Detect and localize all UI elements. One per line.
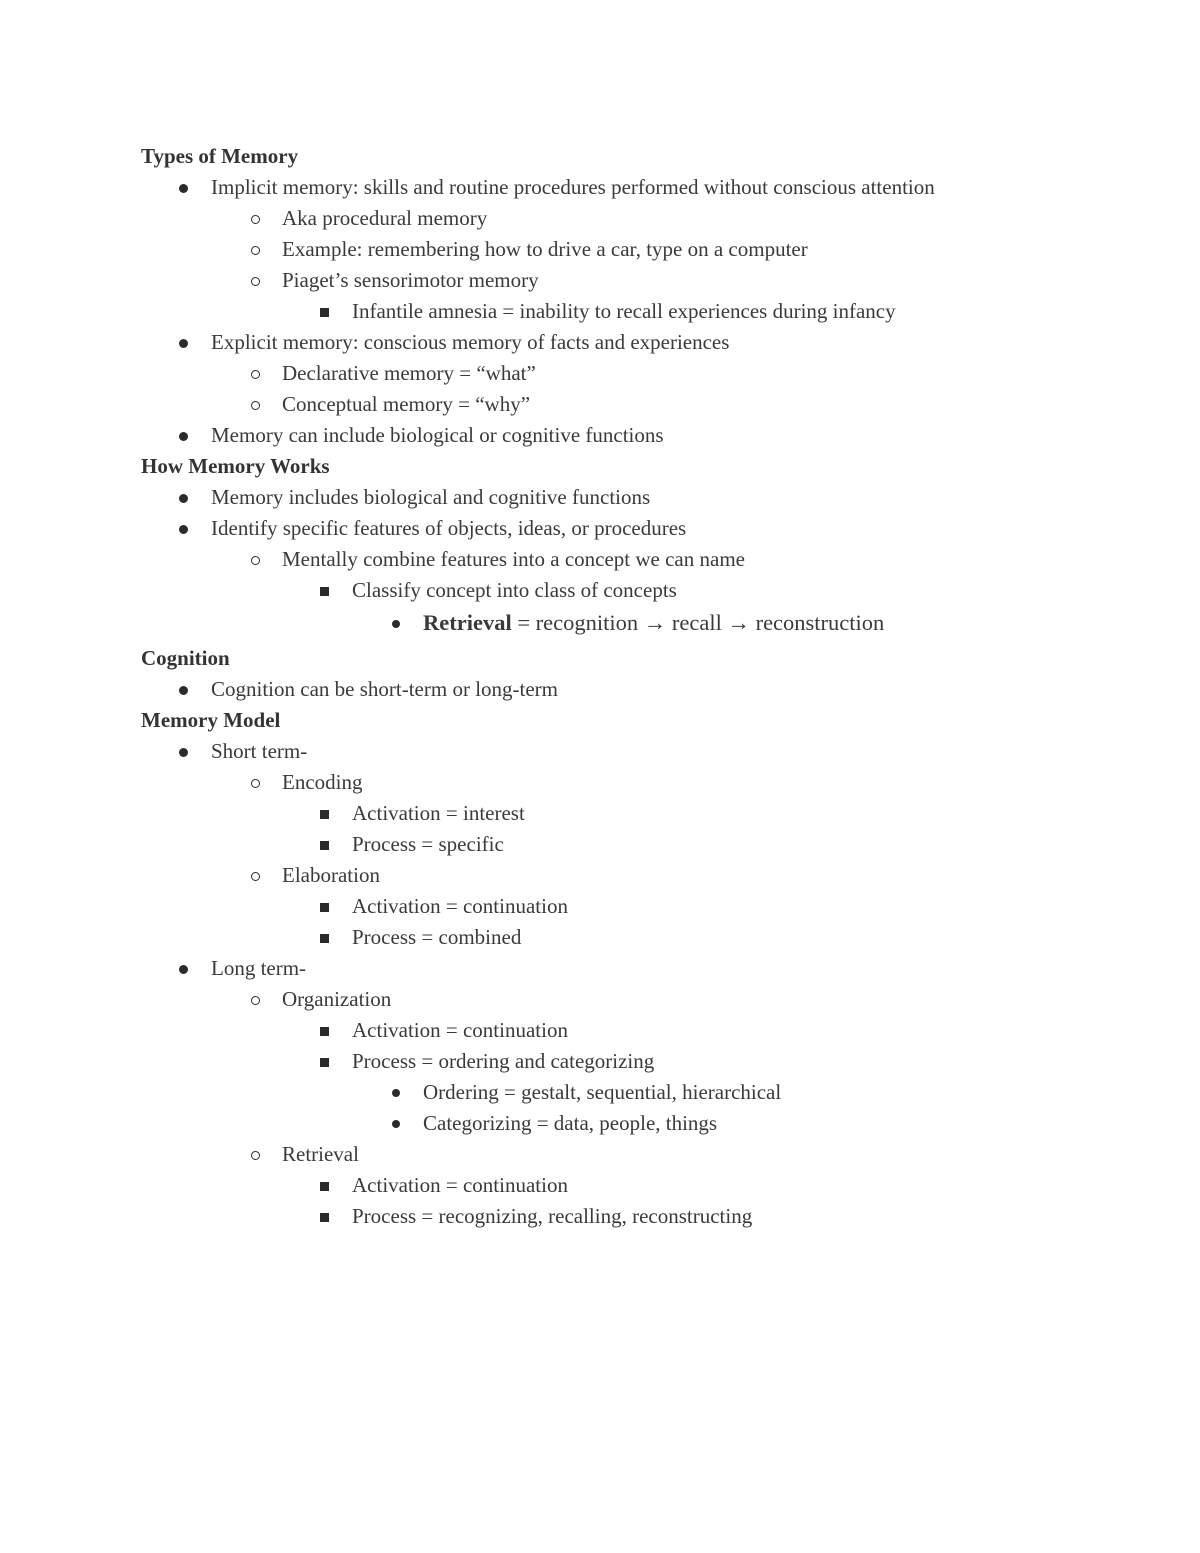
filled-circle-bullet-icon [392, 1089, 400, 1097]
list-item-text: Retrieval [282, 1142, 359, 1166]
list-item [0, 1170, 1200, 1201]
filled-square-bullet-icon [320, 810, 329, 819]
list-item-text: Infantile amnesia = inability to recall experiences during infancy [352, 299, 896, 323]
list-item [0, 296, 1200, 327]
list-item-text: Activation = continuation [352, 894, 568, 918]
filled-circle-bullet-icon [179, 748, 188, 757]
list-item-text: Ordering = gestalt, sequential, hierarchical [423, 1080, 782, 1104]
filled-circle-bullet-icon [179, 494, 188, 503]
filled-square-bullet-icon [320, 934, 329, 943]
list-item-text: Aka procedural memory [282, 206, 488, 230]
hollow-circle-bullet-icon [251, 401, 260, 410]
filled-square-bullet-icon [320, 587, 329, 596]
list-item [0, 172, 1200, 203]
list-item [0, 984, 1200, 1015]
section-heading-types-of-memory: Types of Memory [141, 144, 299, 168]
hollow-circle-bullet-icon [251, 277, 260, 286]
list-item-text: Activation = continuation [352, 1173, 568, 1197]
list-item [0, 953, 1200, 984]
list-item-text: Explicit memory: conscious memory of facts and experiences [211, 330, 730, 354]
list-item-text: Activation = continuation [352, 1018, 568, 1042]
filled-circle-bullet-icon [179, 432, 188, 441]
list-item [0, 358, 1200, 389]
list-item-text: Process = ordering and categorizing [352, 1049, 655, 1073]
hollow-circle-bullet-icon [251, 370, 260, 379]
list-item-text: Encoding [282, 770, 363, 794]
list-item [0, 265, 1200, 296]
hollow-circle-bullet-icon [251, 215, 260, 224]
list-item-text: Organization [282, 987, 392, 1011]
filled-circle-bullet-icon [179, 965, 188, 974]
list-item [0, 674, 1200, 705]
filled-square-bullet-icon [320, 1213, 329, 1222]
hollow-circle-bullet-icon [251, 779, 260, 788]
list-item-text: Process = specific [352, 832, 504, 856]
list-item-text: Process = combined [352, 925, 522, 949]
hollow-circle-bullet-icon [251, 872, 260, 881]
list-item [0, 389, 1200, 420]
filled-circle-bullet-icon [179, 525, 188, 534]
list-item-text: Process = recognizing, recalling, reconstructing [352, 1204, 753, 1228]
filled-circle-bullet-icon [179, 339, 188, 348]
list-item [0, 1201, 1200, 1232]
list-item [0, 327, 1200, 358]
filled-square-bullet-icon [320, 308, 329, 317]
list-item-text: Declarative memory = “what” [282, 361, 536, 385]
list-item [0, 767, 1200, 798]
list-item [0, 234, 1200, 265]
hollow-circle-bullet-icon [251, 246, 260, 255]
list-item [0, 1046, 1200, 1077]
filled-circle-bullet-icon [179, 686, 188, 695]
section-heading-memory-model: Memory Model [141, 708, 281, 732]
filled-circle-bullet-icon [179, 184, 188, 193]
list-item-text: Implicit memory: skills and routine procedures performed without conscious attention [211, 175, 935, 199]
list-item [0, 513, 1200, 544]
list-item [0, 203, 1200, 234]
list-item [0, 544, 1200, 575]
list-item [0, 891, 1200, 922]
list-item-text [423, 606, 884, 640]
list-item-text: Cognition can be short-term or long-term [211, 677, 559, 701]
list-item [0, 575, 1200, 606]
list-item-text: Categorizing = data, people, things [423, 1111, 718, 1135]
list-item [0, 1108, 1200, 1139]
list-item [0, 736, 1200, 767]
list-item-text: Activation = interest [352, 801, 525, 825]
list-item-text: Memory can include biological or cognitive functions [211, 423, 664, 447]
hollow-circle-bullet-icon [251, 996, 260, 1005]
filled-square-bullet-icon [320, 841, 329, 850]
list-item [0, 606, 1200, 640]
list-item-text: Conceptual memory = “why” [282, 392, 531, 416]
list-item-text: Example: remembering how to drive a car, type on a computer [282, 237, 808, 261]
list-item [0, 922, 1200, 953]
section-heading-how-memory-works: How Memory Works [141, 454, 330, 478]
list-item [0, 420, 1200, 451]
hollow-circle-bullet-icon [251, 1151, 260, 1160]
list-item-text: Short term- [211, 739, 308, 763]
filled-square-bullet-icon [320, 903, 329, 912]
filled-circle-bullet-icon [392, 1120, 400, 1128]
list-item-text: Mentally combine features into a concept we can name [282, 547, 745, 571]
list-item-text: Piaget’s sensorimotor memory [282, 268, 539, 292]
list-item-text: Classify concept into class of concepts [352, 578, 677, 602]
section-heading-cognition: Cognition [141, 646, 230, 670]
list-item-text: Memory includes biological and cognitive functions [211, 485, 651, 509]
list-item [0, 1139, 1200, 1170]
list-item [0, 829, 1200, 860]
list-item-text: Elaboration [282, 863, 380, 887]
filled-circle-bullet-icon [392, 620, 400, 628]
filled-square-bullet-icon [320, 1182, 329, 1191]
filled-square-bullet-icon [320, 1027, 329, 1036]
retrieval-keyword: Retrieval [423, 610, 512, 635]
list-item [0, 1015, 1200, 1046]
list-item-text: Long term- [211, 956, 307, 980]
list-item [0, 482, 1200, 513]
list-item [0, 860, 1200, 891]
list-item-text: Identify specific features of objects, ideas, or procedures [211, 516, 687, 540]
list-item [0, 1077, 1200, 1108]
retrieval-definition: = recognition → recall → reconstruction [511, 610, 885, 635]
filled-square-bullet-icon [320, 1058, 329, 1067]
list-item [0, 798, 1200, 829]
hollow-circle-bullet-icon [251, 556, 260, 565]
